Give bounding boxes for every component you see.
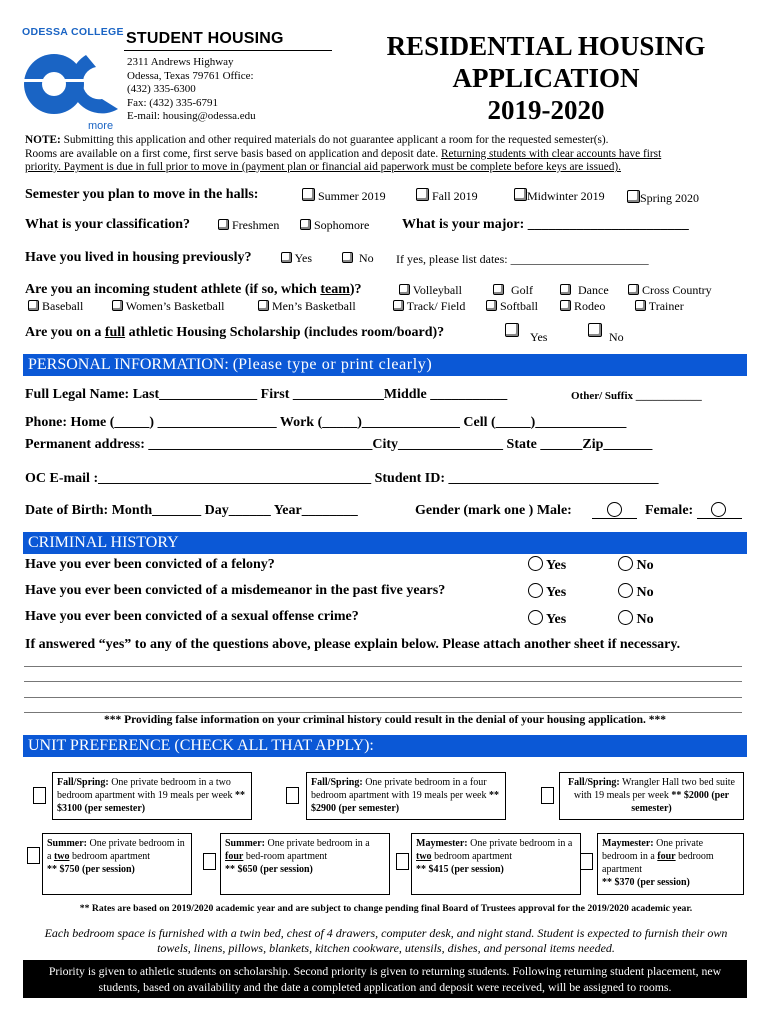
form-title [346,30,746,126]
golf-checkbox[interactable] [493,284,504,295]
option-label: Spring 2020 [640,191,700,205]
athlete-question-team: team [320,282,350,297]
explain-instruction: If answered “yes” to any of the questions above, please explain below. Please attach another sheet if necessary. [25,637,681,652]
unit-desc: Wrangler Hall two bed suite with 19 meals per week [573,777,735,801]
sexual-offense-question: Have you ever been convicted of a sexual offense crime? [25,609,359,624]
logo-more: more [88,120,114,132]
male-radio-slot[interactable] [592,502,637,519]
unit-bed-count: two [53,851,70,862]
major-field[interactable]: What is your major: _______________________ [402,217,689,232]
sport-label: Baseball [42,299,84,313]
note-text: Submitting this application and other required materials do not guarantee applicant a room for the requested semester(s). [60,134,609,146]
softball-checkbox[interactable] [486,300,497,311]
cross-country-checkbox[interactable] [628,284,639,295]
unit-option-card [220,833,390,895]
option-label: No [359,251,374,265]
sexual-offense-yes-radio[interactable] [528,610,543,625]
yes-label: Yes [545,558,567,573]
unit-desc: One private bedroom in a [467,838,573,849]
womens-basketball-checkbox[interactable] [112,300,123,311]
semester-fall-checkbox[interactable] [416,188,429,201]
logo-college-name: ODESSA COLLEGE [22,26,124,38]
female-radio-slot[interactable] [697,502,742,519]
phone-field[interactable]: Phone: Home (_____) _________________ Work (_____)______________ Cell (_____)_____________ [25,415,627,430]
title-line-1: RESIDENTIAL HOUSING [386,31,706,61]
option-label: Yes [530,330,548,344]
sport-label: Volleyball [412,283,462,297]
unit-fallspring-four-bed-checkbox[interactable] [286,787,299,804]
rodeo-checkbox[interactable] [560,300,571,311]
housing-dates-field[interactable]: If yes, please list dates: _______________________ [396,252,649,266]
unit-maymester-four-bed-checkbox[interactable] [580,853,593,870]
note-text-underlined: priority. [25,161,61,173]
unit-summer-two-bed-checkbox[interactable] [27,847,40,864]
unit-fallspring-two-bed-checkbox[interactable] [33,787,46,804]
unit-maymester-two-bed-checkbox[interactable] [396,853,409,870]
oc-logo-icon [22,39,126,129]
dob-field[interactable]: Date of Birth: Month_______ Day______ Year________ [25,503,358,518]
option-label: No [609,330,624,344]
email-studentid-field[interactable]: OC E-mail :_______________________________________ Student ID: ______________________________ [25,471,659,486]
sport-label: Trainer [648,299,684,313]
gender-label: Gender (mark one ) Male: [415,503,572,518]
priority-notice: Priority is given to athletic students on scholarship. Second priority is given to returning students. Following returning student placement, new students, based on availability and the date a completed application and deposit were received, will be assigned to rooms. [23,960,747,998]
explain-line[interactable] [24,712,742,713]
suffix-field[interactable]: Other/ Suffix ____________ [571,390,702,402]
scholarship-text-end: athletic Housing Scholarship (includes room/board)? [125,325,445,340]
unit-term: Fall/Spring: [57,777,109,788]
unit-bed-count: four [657,851,676,862]
athlete-question-end: )? [349,282,362,297]
sexual-offense-no-radio[interactable] [618,610,633,625]
volleyball-checkbox[interactable] [399,284,410,295]
unit-term: Summer: [225,838,265,849]
fax-line: Fax: (432) 335-6791 [127,96,219,109]
female-radio[interactable] [711,502,726,517]
option-label: Sophomore [314,218,370,232]
unit-summer-four-bed-checkbox[interactable] [203,853,216,870]
baseball-checkbox[interactable] [28,300,39,311]
semester-question: Semester you plan to move in the halls: [25,187,259,202]
unit-desc: One private bedroom in a [602,838,704,862]
sport-label: Track/ Field [406,299,466,313]
unit-desc: bedroom apartment [431,851,513,862]
furnishing-note: Each bedroom space is furnished with a twin bed, chest of 4 drawers, computer desk, and night stand. Student is expected to furnish their own towels, linens, pillows, blankets, kitchen cookware, utensils, dishes, and personal items needed. [44,926,728,955]
address-line: Odessa, Texas 79761 Office: [127,69,254,82]
unit-option-card [52,772,252,820]
sport-label: Cross Country [642,283,712,297]
classification-question: What is your classification? [25,217,191,232]
address-line: 2311 Andrews Highway [127,56,234,68]
felony-no-radio[interactable] [618,556,633,571]
phone-line: (432) 335-6300 [127,83,196,95]
unit-bed-count: two [416,851,432,862]
athlete-question [25,282,362,298]
personal-info-header [23,354,747,376]
dept-divider [124,50,332,51]
unit-term: Maymester: [602,838,654,849]
unit-price: ** $2900 (per semester) [311,790,499,814]
sport-label: Golf [511,283,533,297]
option-label: Midwinter 2019 [527,189,605,203]
unit-desc: One private bedroom in a [265,838,370,849]
title-line-3: 2019-2020 [487,95,605,125]
no-label: No [636,558,654,573]
option-label: Freshmen [232,218,280,232]
personal-info-subtitle: Please type or print clearly) [238,356,433,373]
female-label: Female: [645,503,694,518]
no-label: No [636,612,654,627]
title-line-2: APPLICATION [452,63,640,93]
semester-midwinter-checkbox[interactable] [514,188,527,201]
unit-term: Fall/Spring: [568,777,620,788]
explain-line[interactable] [24,666,742,667]
unit-desc: bed-room apartment [243,851,328,862]
sport-label: Men’s Basketball [272,299,356,313]
housing-previous-question: Have you lived in housing previously? [25,250,252,265]
trainer-checkbox[interactable] [635,300,646,311]
scholarship-text: Are you on a [25,325,105,340]
scholarship-yes-checkbox[interactable] [505,323,519,337]
dance-checkbox[interactable] [560,284,571,295]
option-label: Fall 2019 [432,189,478,203]
no-label: No [636,585,654,600]
athlete-question-text: Are you an incoming student athlete (if so, which [25,282,321,297]
misdemeanor-question: Have you ever been convicted of a misdemeanor in the past five years? [25,583,446,598]
full-name-field[interactable]: Full Legal Name: Last______________ First _____________Middle ___________ [25,387,508,402]
unit-bed-count: four [225,851,244,862]
note-text-underlined: Returning students with clear accounts have first [440,147,662,160]
note-block [25,134,755,175]
note-text: Rooms are available on a first come, first serve basis based on application and deposit date. [25,147,441,160]
misdemeanor-yes-radio[interactable] [528,583,543,598]
email-line: E-mail: housing@odessa.edu [127,110,256,122]
sport-label: Softball [500,299,538,313]
unit-price: ** $2000 (per semester) [631,790,730,814]
explain-line[interactable] [24,697,742,698]
unit-price: ** $650 (per session) [225,864,313,875]
semester-summer-checkbox[interactable] [302,188,315,201]
yes-label: Yes [545,585,567,600]
yes-label: Yes [545,612,567,627]
track-field-checkbox[interactable] [393,300,404,311]
option-label: Summer 2019 [318,189,386,203]
male-radio[interactable] [607,502,622,517]
unit-option-card [306,772,506,820]
housing-yes-checkbox[interactable] [281,252,292,263]
sport-label: Rodeo [574,299,606,313]
unit-option-card [597,833,744,895]
unit-option-card [411,833,581,895]
sport-label: Women’s Basketball [125,299,225,313]
unit-wrangler-hall-checkbox[interactable] [541,787,554,804]
unit-price: ** $750 (per session) [47,864,135,875]
felony-question: Have you ever been convicted of a felony? [25,557,275,572]
scholarship-question [25,325,444,341]
unit-price: ** $370 (per session) [602,877,690,888]
rates-note: ** Rates are based on 2019/2020 academic year and are subject to change pending final Board of Trustees approval for the 2019/2020 academic year. [79,903,693,914]
misdemeanor-no-radio[interactable] [618,583,633,598]
address-field[interactable]: Permanent address: ________________________________City_______________ State ______Zip_______ [25,437,653,452]
unit-desc: bedroom apartment [69,851,151,862]
unit-desc: One private bedroom in a two bedroom apartment with 19 meals per week [57,777,235,801]
criminal-history-header: CRIMINAL HISTORY [23,532,747,554]
unit-option-card [42,833,192,895]
housing-no-checkbox[interactable] [342,252,353,263]
note-text-underlined: Payment is due in full prior to move in (payment plan or financial aid paperwork must be complete before keys are issued). [60,161,621,173]
unit-desc: One private bedroom in a [47,838,185,862]
felony-yes-radio[interactable] [528,556,543,571]
unit-price: ** $415 (per session) [416,864,504,875]
option-label: Yes [294,251,313,265]
freshmen-checkbox[interactable] [218,219,229,230]
note-label: NOTE: [25,134,61,146]
sport-label: Dance [578,283,609,297]
semester-spring-checkbox[interactable] [627,190,640,203]
unit-term: Fall/Spring: [311,777,363,788]
scholarship-full: full [104,325,126,340]
unit-desc: One private bedroom in a four bedroom apartment with 19 meals per week [311,777,489,801]
unit-term: Summer: [47,838,87,849]
mens-basketball-checkbox[interactable] [258,300,269,311]
unit-term: Maymester: [416,838,468,849]
personal-info-title: PERSONAL INFORMATION: ( [28,356,239,373]
sophomore-checkbox[interactable] [300,219,311,230]
unit-preference-header: UNIT PREFERENCE (CHECK ALL THAT APPLY): [23,735,747,757]
scholarship-no-checkbox[interactable] [588,323,602,337]
explain-line[interactable] [24,681,742,682]
false-info-warning: *** Providing false information on your criminal history could result in the denial of your housing application. *** [103,714,667,726]
unit-option-card [559,772,744,820]
college-logo [22,26,126,134]
unit-price: ** $3100 (per semester) [57,790,245,814]
contact-block [127,56,256,124]
dept-title: STUDENT HOUSING [126,30,284,47]
unit-desc: bedroom apartment [602,851,714,875]
